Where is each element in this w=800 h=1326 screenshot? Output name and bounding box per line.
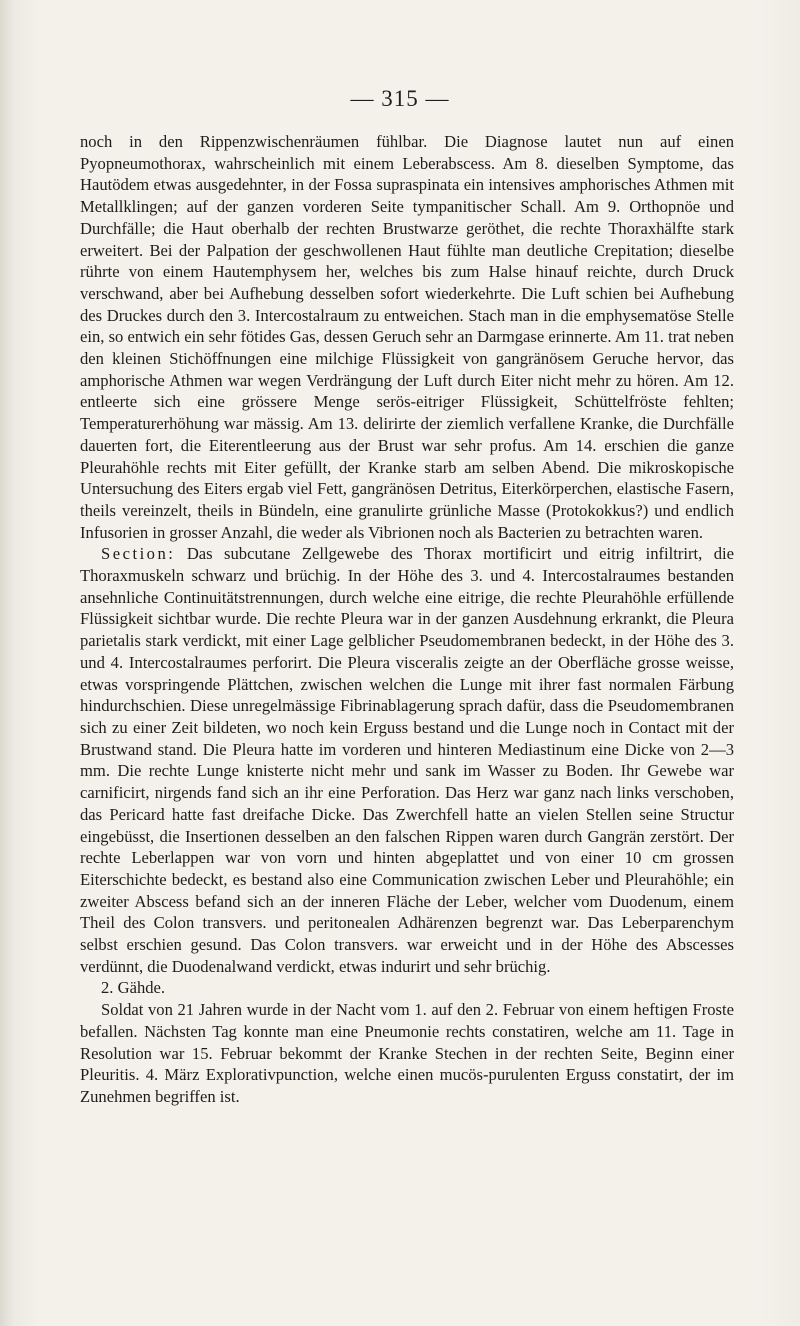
paragraph-case-history: noch in den Rippenzwischenräumen fühlbar. Die Diagnose lautet nun auf einen Pyopneumothorax, wahrscheinlich mit einem Leberabscess. Am 8. dieselben Symptome, das Hautödem etwas ausgedehnter, in der Fossa supraspinata ein intensives amphorisches Athmen mit Metallklingen; auf der ganzen vorderen Seite tympanitischer Schall. Am 9. Orthopnöe und Durchfälle; die Haut oberhalb der rechten Brustwarze geröthet, die rechte Thoraxhälfte stark erweitert. Bei der Palpation der geschwollenen Haut fühlte man deutliche Crepitation; dieselbe rührte von einem Hautemphysem her, welches bis zum Halse hinauf reichte, durch Druck verschwand, aber bei Aufhebung desselben sofort wiederkehrte. Die Luft schien bei Aufhebung des Druckes durch den 3. Intercostalraum zu entweichen. Stach man in die emphysematöse Stelle ein, so entwich ein sehr fötides Gas, dessen Geruch sehr an Darmgase erinnerte. Am 11. trat neben den kleinen Stichöffnungen eine milchige Flüssigkeit von gangränösem Geruche hervor, das amphorische Athmen war wegen Verdrängung der Luft durch Eiter nicht mehr zu hören. Am 12. entleerte sich eine grössere Menge serös-eitriger Flüssigkeit, Schüttelfröste fehlten; Temperaturerhöhung war mässig. Am 13. delirirte der ziemlich verfallene Kranke, die Durchfälle dauerten fort, die Eiterentleerung aus der Brust war sehr profus. Am 14. erschien die ganze Pleurahöhle rechts mit Eiter gefüllt, der Kranke starb am selben Abend. Die mikroskopische Untersuchung des Eiters ergab viel Fett, gangränösen Detritus, Eiterkörperchen, elastische Fasern, theils vereinzelt, theils in Bündeln, eine granulirte grünliche Masse (Protokokkus?) und endlich Infusorien in grosser Anzahl, die weder als Vibrionen noch als Bacterien zu betrachten waren. xyxy=(80,132,734,542)
paragraph-case-two: Soldat von 21 Jahren wurde in der Nacht vom 1. auf den 2. Februar von einem heftigen Froste befallen. Nächsten Tag konnte man eine Pneumonie rechts constatiren, welche am 11. Tage in Resolution war 15. Februar bekommt der Kranke Stechen in der rechten Seite, Beginn einer Pleuritis. 4. März Explorativpunction, welche einen mucös-purulenten Erguss constatirt, der im Zunehmen begriffen ist. xyxy=(80,1000,734,1106)
section-text: Das subcutane Zellgewebe des Thorax mortificirt und eitrig infiltrirt, die Thoraxmuskeln schwarz und brüchig. In der Höhe des 3. und 4. Intercostalraumes bestanden ansehnliche Continuitätstrennungen, durch welche eine eitrige, die rechte Pleurahöhle erfüllende Flüssigkeit sichtbar wurde. Die rechte Pleura war in der ganzen Ausdehnung erkrankt, die Pleura parietalis stark verdickt, mit einer Lage gelblicher Pseudomembranen bedeckt, in der Höhe des 3. und 4. Intercostalraumes perforirt. Die Pleura visceralis zeigte an der Oberfläche grosse weisse, etwas vorspringende Plättchen, zwischen welchen die Lunge mit ihrer fast normalen Färbung hindurchschien. Diese unregelmässige Fibrinablagerung sprach dafür, dass die Pseudomembranen sich zu einer Zeit bildeten, wo noch kein Erguss bestand und die Lunge noch in Contact mit der Brustwand stand. Die Pleura hatte im vorderen und hinteren Mediastinum eine Dicke von 2—3 mm. Die rechte Lunge knisterte nicht mehr und sank im Wasser zu Boden. Ihr Gewebe war carnificirt, nirgends fand sich an ihr eine Perforation. Das Herz war ganz nach links verschoben, das Pericard hatte fast dreifache Dicke. Das Zwerchfell hatte an vielen Stellen seine Structur eingebüsst, die Insertionen desselben an den falschen Rippen waren durch Gangrän zerstört. Der rechte Leberlappen war von vorn und hinten abgeplattet und von einer 10 cm grossen Eiterschichte bedeckt, es bestand also eine Communication zwischen Leber und Pleurahöhle; ein zweiter Abscess befand sich an der inneren Fläche der Leber, welcher vom Duodenum, einem Theil des Colon transvers. und peritonealen Adhärenzen begrenzt war. Das Leberparenchym selbst erschien gesund. Das Colon transvers. war erweicht und in der Höhe des Abscesses verdünnt, die Duodenalwand verdickt, etwas indurirt und sehr brüchig. xyxy=(80,544,734,976)
case-heading: 2. Gähde. xyxy=(101,978,166,998)
section-label: Section: xyxy=(101,544,176,564)
page-number: — 315 — xyxy=(350,86,450,111)
body-text xyxy=(80,131,734,1108)
paragraph-section xyxy=(80,543,734,977)
